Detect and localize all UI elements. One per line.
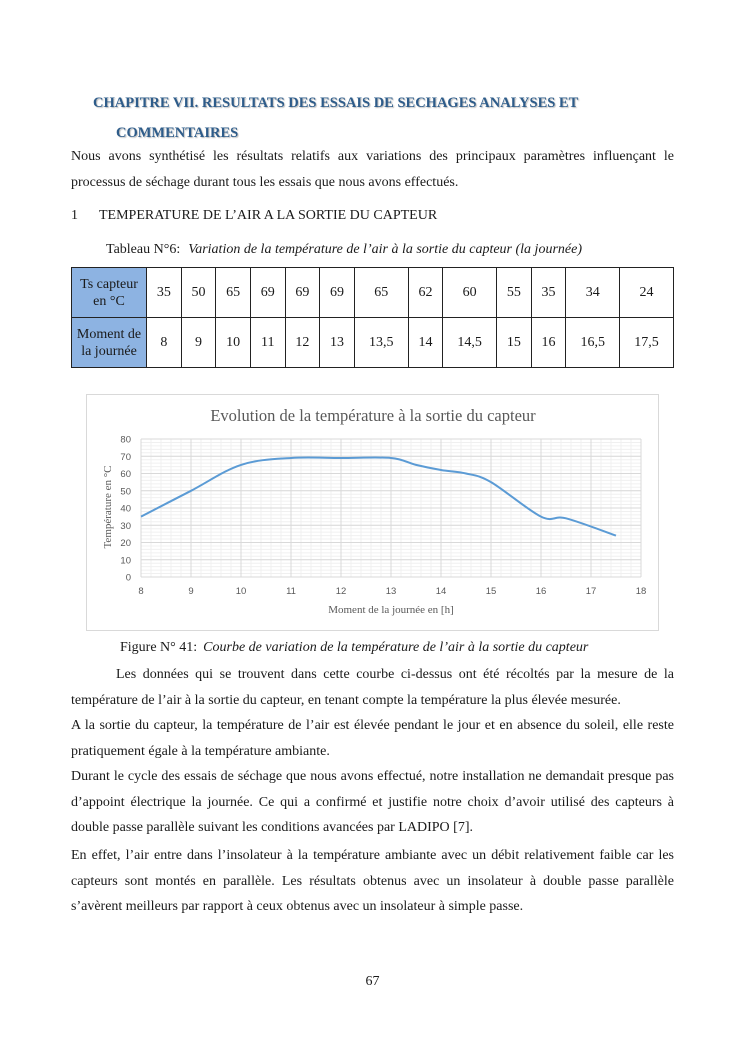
table-cell: 8 [147,318,182,368]
table-cell: 11 [250,318,285,368]
table-cell: 34 [566,268,620,318]
y-tick-label: 0 [125,572,131,584]
section-number: 1 [71,208,78,223]
y-tick-labels [120,435,131,584]
table-cell: 65 [216,268,251,318]
figure-caption-text: Courbe de variation de la température de l’air à la sortie du capteur [203,640,589,655]
figure-caption [120,639,588,657]
y-tick-label: 80 [120,434,131,446]
x-tick-label: 12 [335,586,347,597]
temperature-table [71,267,674,368]
figure-caption-label: Figure N° 41: [120,640,198,655]
body-paragraph: Les données qui se trouvent dans cette courbe ci-dessus ont été récoltés par la mesure de la température de l’air à la sortie du capteur, en tenant compte la température la plus élevée mesurée. [71,667,674,708]
x-tick-label: 8 [138,586,144,597]
table-cell: 69 [320,268,355,318]
table-cell: 13 [320,318,355,368]
x-tick-label: 18 [635,586,647,597]
section-heading [71,206,437,226]
x-tick-label: 16 [535,586,547,597]
y-tick-label: 40 [120,503,131,515]
table-cell: 16,5 [566,318,620,368]
chart-grid [141,439,641,577]
table-cell: 65 [354,268,408,318]
chapter-heading-line1: CHAPITRE VII. RESULTATS DES ESSAIS DE SECHAGES ANALYSES ET [93,95,579,111]
table-cell: 60 [443,268,497,318]
x-tick-label: 13 [385,586,397,597]
x-tick-label: 9 [188,586,194,597]
table-cell: 35 [531,268,566,318]
table-cell: 14,5 [443,318,497,368]
section-title: TEMPERATURE DE L’AIR A LA SORTIE DU CAPTEUR [99,208,438,223]
table-cell: 17,5 [620,318,674,368]
body-paragraph: A la sortie du capteur, la température de l’air est élevée pendant le jour et en absence du soleil, elle reste pratiquement égale à la température ambiante. [71,718,674,759]
body-paragraph: Durant le cycle des essais de séchage que nous avons effectué, notre installation ne demandait presque pas d’appoint électrique la journée. Ce qui a confirmé et justifie notre choix d’avoir utilisé des capteurs à double passe parallèle suivant les conditions avancées par LADIPO [7]. [71,769,674,836]
body-paragraph: En effet, l’air entre dans l’insolateur à la température ambiante avec un débit relativement faible car les capteurs sont montés en parallèle. Les résultats obtenus avec un insolateur à double passe parallèle s’avèrent meilleurs par rapport à ceux obtenus avec un insolateur à simple passe. [71,848,674,915]
chapter-heading-line2: COMMENTAIRES [116,125,239,141]
table-row-temperature [72,268,674,318]
chapter-heading [93,88,653,148]
table-cell: 69 [250,268,285,318]
x-tick-labels [138,586,646,597]
table-cell: 55 [497,268,532,318]
chart-series-line [141,457,616,535]
x-axis-label: Moment de la journée en [h] [328,604,454,616]
y-axis-label: Température en °C [102,465,114,549]
x-tick-label: 15 [485,586,497,597]
chart-title: Evolution de la température à la sortie du capteur [210,406,536,425]
table-cell: 24 [620,268,674,318]
table-caption-text: Variation de la température de l’air à la sortie du capteur (la journée) [188,242,582,257]
table-cell: 13,5 [354,318,408,368]
y-tick-label: 30 [120,520,131,532]
table-row-moment [72,318,674,368]
x-tick-label: 11 [286,586,296,597]
table-cell: 15 [497,318,532,368]
table-cell: 12 [285,318,320,368]
table-cell: 35 [147,268,182,318]
x-tick-label: 14 [435,586,447,597]
table-row-header: Moment de la journée [72,318,147,368]
temperature-chart [86,394,659,631]
table-cell: 14 [408,318,443,368]
page-number: 67 [365,974,380,989]
y-tick-label: 20 [120,538,131,549]
table-row-header: Ts capteur en °C [72,268,147,318]
x-tick-label: 10 [235,586,247,597]
y-tick-label: 70 [120,451,131,463]
y-tick-label: 50 [120,486,131,498]
y-tick-label: 10 [120,555,131,567]
y-tick-label: 60 [120,469,131,480]
intro-paragraph: Nous avons synthétisé les résultats relatifs aux variations des principaux paramètres influençant le processus de séchage durant tous les essais que nous avons effectués. [71,149,674,190]
table-caption-label: Tableau N°6: [106,242,181,257]
table-caption [106,241,582,259]
x-tick-label: 17 [585,586,597,597]
table-cell: 50 [181,268,216,318]
table-cell: 69 [285,268,320,318]
table-cell: 16 [531,318,566,368]
chart-svg [87,395,660,632]
table-cell: 62 [408,268,443,318]
table-cell: 9 [181,318,216,368]
table-cell: 10 [216,318,251,368]
